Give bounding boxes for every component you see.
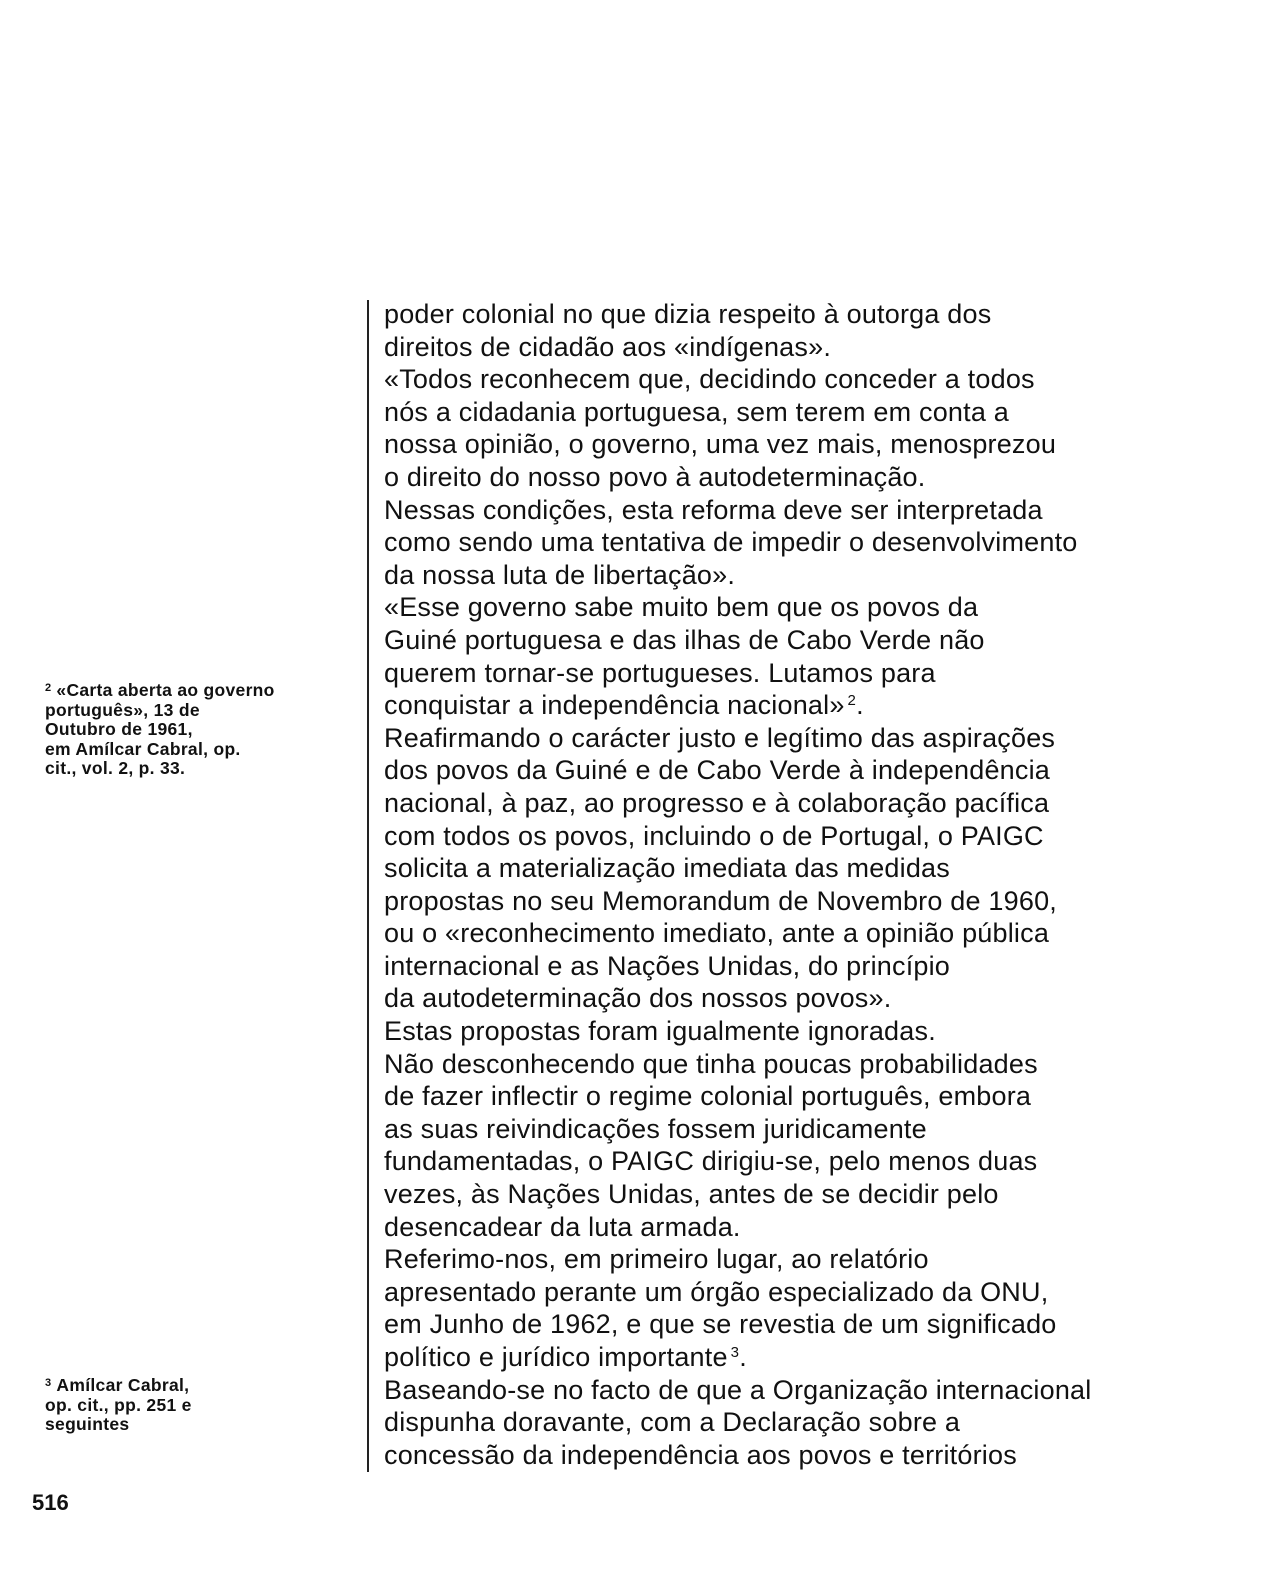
margin-rule bbox=[367, 300, 369, 1472]
body-line bbox=[384, 1374, 1091, 1407]
footnote-3 bbox=[45, 1376, 192, 1435]
body-line bbox=[384, 591, 1091, 624]
footnote-text: seguintes bbox=[45, 1414, 130, 1434]
body-line bbox=[384, 982, 1091, 1015]
body-line bbox=[384, 1080, 1091, 1113]
body-line bbox=[384, 1015, 1091, 1048]
body-line bbox=[384, 624, 1091, 657]
footnote-line bbox=[45, 1376, 192, 1396]
line-punctuation: . bbox=[739, 1342, 747, 1372]
body-line bbox=[384, 363, 1091, 396]
line-text: «Esse governo sabe muito bem que os povos da bbox=[384, 592, 979, 623]
body-line bbox=[384, 820, 1091, 853]
footnote-line bbox=[45, 720, 275, 740]
body-line bbox=[384, 917, 1091, 950]
body-line bbox=[384, 1276, 1091, 1309]
line-text: propostas no seu Memorandum de Novembro de 1960, bbox=[384, 885, 1057, 916]
line-text: Reafirmando o carácter justo e legítimo das aspirações bbox=[384, 722, 1056, 753]
body-line bbox=[384, 526, 1091, 559]
footnote-line bbox=[45, 681, 275, 701]
line-text: Referimo-nos, em primeiro lugar, ao relatório bbox=[384, 1244, 929, 1275]
line-text: ou o «reconhecimento imediato, ante a opinião pública bbox=[384, 918, 1050, 949]
body-line bbox=[384, 461, 1091, 494]
footnote-text: «Carta aberta ao governo bbox=[56, 680, 275, 700]
body-line bbox=[384, 852, 1091, 885]
body-line bbox=[384, 1145, 1091, 1178]
body-line bbox=[384, 1048, 1091, 1081]
body-line bbox=[384, 657, 1091, 690]
line-text: político e jurídico importante bbox=[384, 1342, 728, 1372]
body-line bbox=[384, 1406, 1091, 1439]
line-text: da nossa luta de libertação». bbox=[384, 559, 736, 590]
body-line bbox=[384, 754, 1091, 787]
line-text: apresentado perante um órgão especializado da ONU, bbox=[384, 1276, 1049, 1307]
line-text: em Junho de 1962, e que se revestia de um significado bbox=[384, 1309, 1057, 1340]
line-text: Guiné portuguesa e das ilhas de Cabo Verde não bbox=[384, 624, 985, 655]
line-text: as suas reivindicações fossem juridicamente bbox=[384, 1113, 927, 1144]
body-line bbox=[384, 885, 1091, 918]
line-text: solicita a materialização imediata das medidas bbox=[384, 853, 950, 884]
footnote-text: em Amílcar Cabral, op. bbox=[45, 738, 241, 759]
line-text: nacional, à paz, ao progresso e à colaboração pacífica bbox=[384, 787, 1050, 818]
line-text: de fazer inflectir o regime colonial português, embora bbox=[384, 1081, 1032, 1112]
footnote-text: op. cit., pp. 251 e bbox=[45, 1394, 192, 1415]
line-text: Estas propostas foram igualmente ignoradas. bbox=[384, 1016, 936, 1047]
body-text bbox=[384, 298, 1091, 1471]
line-punctuation: . bbox=[856, 690, 864, 721]
line-text: Nessas condições, esta reforma deve ser interpretada bbox=[384, 494, 1043, 525]
footnote-text: cit., vol. 2, p. 33. bbox=[45, 758, 186, 778]
body-line bbox=[384, 1178, 1091, 1211]
body-line bbox=[384, 428, 1091, 461]
body-line bbox=[384, 722, 1091, 755]
footnote-line bbox=[45, 740, 275, 760]
line-text: conquistar a independência nacional» bbox=[384, 690, 845, 721]
footnote-text: português», 13 de bbox=[45, 699, 200, 720]
footnote-marker: 3 bbox=[45, 1377, 52, 1389]
footnote-line bbox=[45, 759, 275, 779]
body-line bbox=[384, 950, 1091, 983]
page-number: 516 bbox=[32, 1490, 69, 1515]
body-line bbox=[384, 559, 1091, 592]
body-line bbox=[384, 689, 1091, 722]
footnote-text: Outubro de 1961, bbox=[45, 719, 193, 739]
body-line bbox=[384, 1243, 1091, 1276]
line-text: «Todos reconhecem que, decidindo conceder a todos bbox=[384, 364, 1035, 395]
footnote-text: Amílcar Cabral, bbox=[56, 1375, 190, 1395]
line-text: direitos de cidadão aos «indígenas». bbox=[384, 331, 832, 362]
line-text: como sendo uma tentativa de impedir o desenvolvimento bbox=[384, 527, 1078, 558]
body-line bbox=[384, 396, 1091, 429]
body-line bbox=[384, 1113, 1091, 1146]
line-text: dos povos da Guiné e de Cabo Verde à independência bbox=[384, 755, 1051, 786]
footnote-line bbox=[45, 1415, 192, 1435]
line-text: da autodeterminação dos nossos povos». bbox=[384, 983, 892, 1014]
line-text: vezes, às Nações Unidas, antes de se decidir pelo bbox=[384, 1179, 999, 1210]
footnote-2 bbox=[45, 681, 275, 779]
line-text: poder colonial no que dizia respeito à outorga dos bbox=[384, 299, 992, 329]
body-line bbox=[384, 494, 1091, 527]
line-text: o direito do nosso povo à autodeterminação. bbox=[384, 461, 926, 492]
line-text: Baseando-se no facto de que a Organização internacional bbox=[384, 1374, 1092, 1405]
body-line bbox=[384, 1211, 1091, 1244]
line-text: nossa opinião, o governo, uma vez mais, menosprezou bbox=[384, 429, 1057, 460]
line-text: concessão da independência aos povos e territórios bbox=[384, 1439, 1017, 1470]
line-text: fundamentadas, o PAIGC dirigiu-se, pelo menos duas bbox=[384, 1146, 1038, 1177]
line-text: desencadear da luta armada. bbox=[384, 1211, 741, 1242]
footnote-reference: 2 bbox=[847, 692, 857, 710]
line-text: com todos os povos, incluindo o de Portugal, o PAIGC bbox=[384, 820, 1044, 851]
footnote-line bbox=[45, 1396, 192, 1416]
footnote-marker: 2 bbox=[45, 682, 52, 694]
body-line bbox=[384, 1308, 1091, 1341]
line-text: nós a cidadania portuguesa, sem terem em conta a bbox=[384, 396, 1009, 427]
body-line bbox=[384, 331, 1091, 364]
body-line bbox=[384, 1439, 1091, 1472]
line-text: Não desconhecendo que tinha poucas probabilidades bbox=[384, 1048, 1038, 1079]
footnote-reference: 3 bbox=[730, 1344, 740, 1361]
body-line bbox=[384, 1341, 1091, 1374]
line-text: dispunha doravante, com a Declaração sobre a bbox=[384, 1407, 961, 1438]
line-text: querem tornar-se portugueses. Lutamos para bbox=[384, 657, 936, 688]
footnote-line bbox=[45, 701, 275, 721]
body-line bbox=[384, 787, 1091, 820]
line-text: internacional e as Nações Unidas, do princípio bbox=[384, 950, 951, 981]
body-line bbox=[384, 298, 1091, 331]
